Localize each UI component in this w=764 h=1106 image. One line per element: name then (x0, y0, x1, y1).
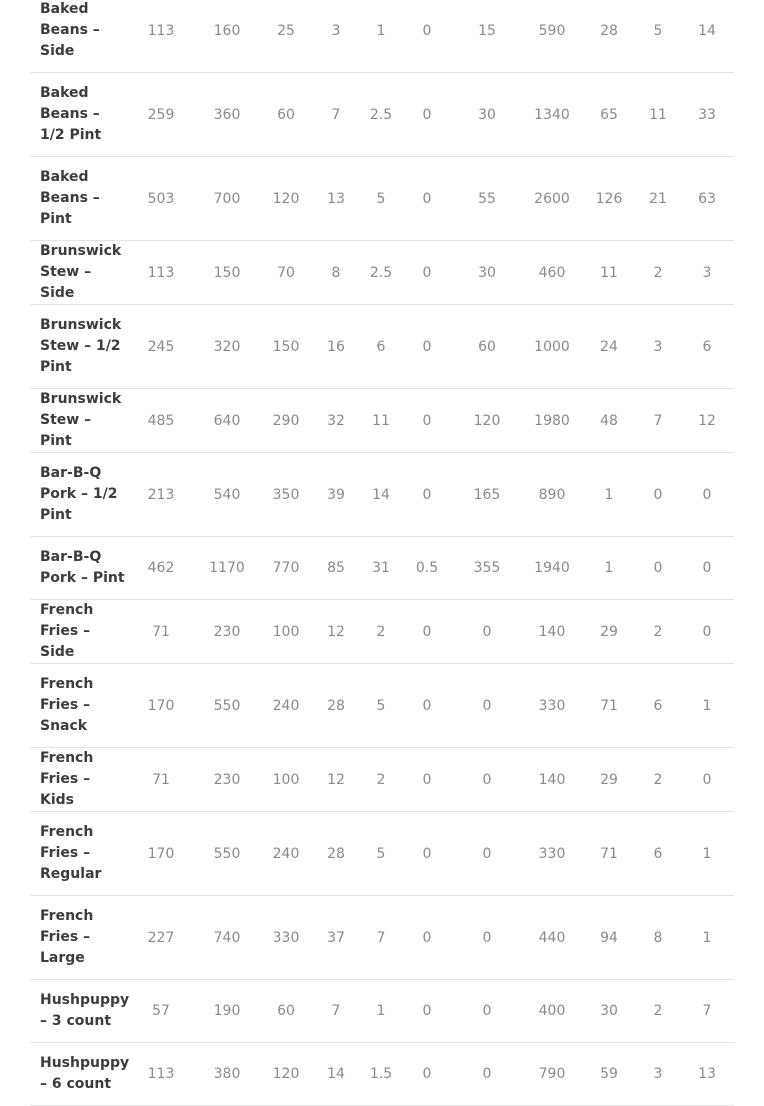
nutrient-value: 2 (636, 600, 680, 664)
nutrient-value: 460 (522, 241, 582, 305)
item-name: French Fries – Large (40, 908, 94, 966)
nutrient-value: 2.5 (360, 241, 402, 305)
nutrient-value: 1 (680, 664, 734, 748)
nutrient-value: 150 (194, 241, 260, 305)
nutrient-value: 126 (582, 157, 636, 241)
nutrient-value: 100 (260, 600, 312, 664)
nutrient-value: 30 (582, 980, 636, 1043)
nutrient-value: 140 (522, 748, 582, 812)
nutrient-value: 5 (360, 812, 402, 896)
nutrient-value: 5 (636, 0, 680, 73)
item-name: French Fries – Kids (40, 750, 94, 808)
item-name: French Fries – Snack (40, 676, 94, 734)
table-row (30, 748, 734, 812)
nutrient-value: 1940 (522, 537, 582, 600)
nutrient-value: 14 (680, 0, 734, 73)
nutrient-value: 7 (312, 980, 360, 1043)
item-name-cell (30, 305, 128, 389)
item-name-cell (30, 812, 128, 896)
nutrient-value: 0 (452, 1043, 522, 1106)
item-name-cell (30, 0, 128, 73)
table-row (30, 389, 734, 453)
nutrient-value: 2 (636, 748, 680, 812)
nutrient-value: 2.5 (360, 73, 402, 157)
nutrient-value: 2 (360, 748, 402, 812)
item-name: Bar-B-Q Pork – 1/2 Pint (40, 465, 118, 523)
nutrient-value: 2 (636, 241, 680, 305)
nutrient-value: 0 (402, 812, 452, 896)
nutrient-value: 0 (402, 453, 452, 537)
table-row (30, 241, 734, 305)
nutrient-value: 330 (522, 812, 582, 896)
nutrient-value: 1.5 (360, 1043, 402, 1106)
nutrient-value: 0 (402, 389, 452, 453)
nutrient-value: 2 (636, 980, 680, 1043)
nutrient-value: 150 (260, 305, 312, 389)
nutrient-value: 29 (582, 748, 636, 812)
nutrient-value: 380 (194, 1043, 260, 1106)
item-name-cell (30, 157, 128, 241)
nutrient-value: 3 (312, 0, 360, 73)
nutrient-value: 0 (402, 980, 452, 1043)
item-name: Hushpuppy – 3 count (40, 992, 130, 1029)
nutrient-value: 1 (680, 812, 734, 896)
nutrient-value: 30 (452, 241, 522, 305)
nutrient-value: 2600 (522, 157, 582, 241)
nutrient-value: 1 (582, 453, 636, 537)
nutrient-value: 6 (360, 305, 402, 389)
nutrient-value: 1980 (522, 389, 582, 453)
nutrient-value: 28 (312, 812, 360, 896)
nutrient-value: 0 (402, 1043, 452, 1106)
nutrient-value: 0 (452, 664, 522, 748)
nutrient-value: 240 (260, 664, 312, 748)
nutrient-value: 70 (260, 241, 312, 305)
item-name-cell (30, 73, 128, 157)
item-name: French Fries – Side (40, 602, 94, 660)
nutrient-value: 28 (582, 0, 636, 73)
nutrient-value: 3 (680, 241, 734, 305)
table-row (30, 537, 734, 600)
item-name: Baked Beans – Side (40, 1, 100, 59)
nutrient-value: 57 (128, 980, 194, 1043)
nutrient-value: 21 (636, 157, 680, 241)
nutrition-table (30, 0, 734, 1106)
nutrient-value: 1 (680, 896, 734, 980)
nutrient-value: 1 (360, 980, 402, 1043)
item-name: Baked Beans – Pint (40, 169, 100, 227)
nutrient-value: 503 (128, 157, 194, 241)
nutrient-value: 60 (260, 73, 312, 157)
nutrient-value: 890 (522, 453, 582, 537)
nutrient-value: 245 (128, 305, 194, 389)
nutrient-value: 7 (360, 896, 402, 980)
nutrient-value: 790 (522, 1043, 582, 1106)
table-row (30, 453, 734, 537)
nutrient-value: 160 (194, 0, 260, 73)
table-row (30, 1043, 734, 1106)
nutrient-value: 540 (194, 453, 260, 537)
nutrient-value: 7 (636, 389, 680, 453)
table-row (30, 980, 734, 1043)
nutrient-value: 400 (522, 980, 582, 1043)
item-name: Brunswick Stew – Side (40, 243, 122, 301)
nutrient-value: 11 (636, 73, 680, 157)
nutrient-value: 120 (260, 1043, 312, 1106)
nutrient-value: 29 (582, 600, 636, 664)
nutrient-value: 213 (128, 453, 194, 537)
nutrient-value: 48 (582, 389, 636, 453)
nutrient-value: 230 (194, 600, 260, 664)
nutrient-value: 440 (522, 896, 582, 980)
item-name-cell (30, 537, 128, 600)
nutrient-value: 1170 (194, 537, 260, 600)
item-name: French Fries – Regular (40, 824, 102, 882)
item-name-cell (30, 980, 128, 1043)
item-name-cell (30, 389, 128, 453)
nutrient-value: 8 (636, 896, 680, 980)
nutrient-value: 0 (680, 748, 734, 812)
nutrient-value: 0 (402, 896, 452, 980)
item-name-cell (30, 600, 128, 664)
nutrient-value: 12 (680, 389, 734, 453)
nutrient-value: 700 (194, 157, 260, 241)
nutrient-value: 550 (194, 812, 260, 896)
nutrient-value: 85 (312, 537, 360, 600)
nutrient-value: 39 (312, 453, 360, 537)
nutrient-value: 0 (680, 537, 734, 600)
item-name: Brunswick Stew – Pint (40, 391, 122, 449)
nutrient-value: 1 (582, 537, 636, 600)
nutrient-value: 0 (452, 600, 522, 664)
nutrient-value: 350 (260, 453, 312, 537)
nutrient-value: 360 (194, 73, 260, 157)
nutrient-value: 740 (194, 896, 260, 980)
item-name: Hushpuppy – 6 count (40, 1055, 130, 1092)
nutrient-value: 259 (128, 73, 194, 157)
nutrient-value: 3 (636, 1043, 680, 1106)
item-name-cell (30, 748, 128, 812)
nutrient-value: 5 (360, 664, 402, 748)
nutrient-value: 170 (128, 664, 194, 748)
nutrient-value: 2 (360, 600, 402, 664)
nutrient-value: 0 (402, 600, 452, 664)
nutrient-value: 3 (636, 305, 680, 389)
nutrient-value: 0 (452, 896, 522, 980)
nutrient-value: 640 (194, 389, 260, 453)
nutrient-value: 165 (452, 453, 522, 537)
nutrient-value: 227 (128, 896, 194, 980)
nutrient-value: 94 (582, 896, 636, 980)
nutrient-value: 0 (402, 241, 452, 305)
nutrient-value: 0 (636, 453, 680, 537)
table-row (30, 73, 734, 157)
nutrient-value: 770 (260, 537, 312, 600)
nutrient-value: 330 (260, 896, 312, 980)
nutrient-value: 60 (260, 980, 312, 1043)
nutrient-value: 12 (312, 748, 360, 812)
item-name: Bar-B-Q Pork – Pint (40, 549, 125, 586)
nutrient-value: 28 (312, 664, 360, 748)
nutrient-value: 0 (452, 812, 522, 896)
nutrient-value: 30 (452, 73, 522, 157)
item-name-cell (30, 1043, 128, 1106)
nutrient-value: 355 (452, 537, 522, 600)
nutrient-value: 0 (680, 600, 734, 664)
item-name-cell (30, 241, 128, 305)
nutrient-value: 0 (402, 157, 452, 241)
nutrient-value: 6 (636, 664, 680, 748)
nutrient-value: 0.5 (402, 537, 452, 600)
nutrient-value: 37 (312, 896, 360, 980)
table-row (30, 896, 734, 980)
nutrient-value: 485 (128, 389, 194, 453)
nutrient-value: 0 (680, 453, 734, 537)
table-row (30, 0, 734, 73)
nutrient-value: 8 (312, 241, 360, 305)
nutrient-value: 230 (194, 748, 260, 812)
nutrient-value: 290 (260, 389, 312, 453)
nutrient-value: 100 (260, 748, 312, 812)
nutrient-value: 71 (128, 600, 194, 664)
nutrient-value: 15 (452, 0, 522, 73)
table-row (30, 305, 734, 389)
nutrient-value: 65 (582, 73, 636, 157)
nutrient-value: 6 (680, 305, 734, 389)
item-name-cell (30, 664, 128, 748)
nutrient-value: 13 (680, 1043, 734, 1106)
nutrient-value: 113 (128, 1043, 194, 1106)
nutrient-value: 0 (402, 748, 452, 812)
nutrient-value: 113 (128, 0, 194, 73)
nutrient-value: 11 (360, 389, 402, 453)
nutrient-value: 71 (128, 748, 194, 812)
nutrient-value: 462 (128, 537, 194, 600)
nutrient-value: 0 (452, 748, 522, 812)
nutrient-value: 0 (402, 73, 452, 157)
item-name-cell (30, 453, 128, 537)
nutrient-value: 590 (522, 0, 582, 73)
nutrient-value: 0 (402, 664, 452, 748)
nutrient-value: 120 (452, 389, 522, 453)
nutrient-value: 170 (128, 812, 194, 896)
table-row (30, 812, 734, 896)
item-name-cell (30, 896, 128, 980)
nutrient-value: 320 (194, 305, 260, 389)
nutrient-value: 1340 (522, 73, 582, 157)
nutrient-value: 14 (360, 453, 402, 537)
nutrient-value: 0 (452, 980, 522, 1043)
nutrient-value: 12 (312, 600, 360, 664)
nutrient-value: 0 (636, 537, 680, 600)
nutrient-value: 16 (312, 305, 360, 389)
nutrient-value: 7 (680, 980, 734, 1043)
nutrient-value: 11 (582, 241, 636, 305)
nutrient-value: 13 (312, 157, 360, 241)
nutrient-value: 120 (260, 157, 312, 241)
nutrient-value: 71 (582, 664, 636, 748)
nutrient-value: 0 (402, 305, 452, 389)
nutrient-value: 5 (360, 157, 402, 241)
nutrient-value: 31 (360, 537, 402, 600)
nutrient-value: 71 (582, 812, 636, 896)
item-name: Baked Beans – 1/2 Pint (40, 85, 102, 143)
table-body (30, 0, 734, 1106)
nutrient-value: 1 (360, 0, 402, 73)
nutrient-value: 113 (128, 241, 194, 305)
nutrient-value: 59 (582, 1043, 636, 1106)
nutrient-value: 0 (402, 0, 452, 73)
nutrient-value: 33 (680, 73, 734, 157)
nutrient-value: 60 (452, 305, 522, 389)
nutrient-value: 330 (522, 664, 582, 748)
item-name: Brunswick Stew – 1/2 Pint (40, 317, 122, 375)
nutrient-value: 550 (194, 664, 260, 748)
table-row (30, 157, 734, 241)
nutrient-value: 7 (312, 73, 360, 157)
nutrient-value: 24 (582, 305, 636, 389)
nutrient-value: 6 (636, 812, 680, 896)
table-row (30, 600, 734, 664)
nutrient-value: 240 (260, 812, 312, 896)
nutrient-value: 32 (312, 389, 360, 453)
nutrient-value: 25 (260, 0, 312, 73)
nutrient-value: 190 (194, 980, 260, 1043)
nutrient-value: 63 (680, 157, 734, 241)
nutrient-value: 1000 (522, 305, 582, 389)
nutrient-value: 14 (312, 1043, 360, 1106)
nutrient-value: 55 (452, 157, 522, 241)
nutrient-value: 140 (522, 600, 582, 664)
table-row (30, 664, 734, 748)
